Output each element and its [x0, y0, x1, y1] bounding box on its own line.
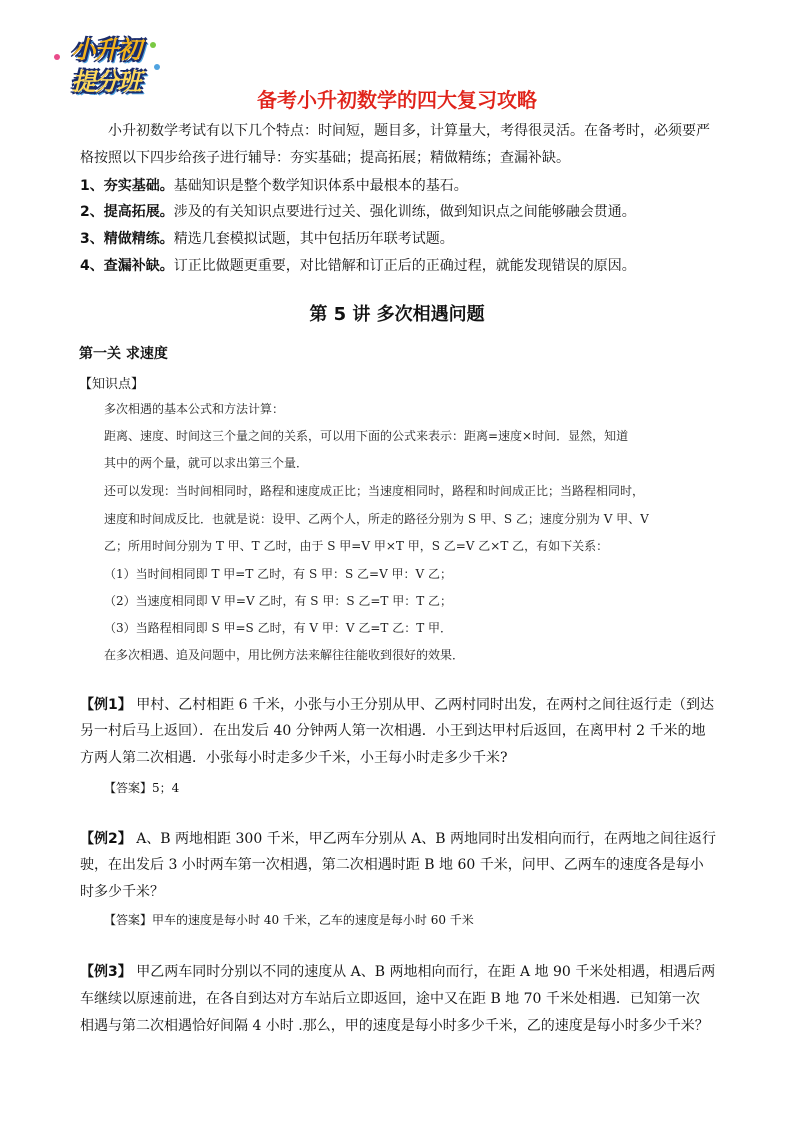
knowledge-point-line: （1）当时间相同即 T 甲=T 乙时，有 S 甲：S 乙=V 甲：V 乙；: [104, 567, 453, 581]
example-tag: 【例2】: [80, 831, 132, 847]
example-3-line-1: [80, 959, 720, 985]
tip-label: 4、查漏补缺。: [80, 258, 174, 274]
tip-text: 基础知识是整个数学知识体系中最根本的基石。: [173, 178, 468, 194]
tip-text: 订正比做题更重要，对比错解和订正后的正确过程，就能发现错误的原因。: [173, 258, 636, 274]
example-1-answer: 【答案】5；4: [104, 781, 180, 795]
tip-label: 3、精做精练。: [80, 231, 174, 247]
example-3-line-3: 相遇与第二次相遇恰好间隔 4 小时 .那么，甲的速度是每小时多少千米，乙的速度是每小时多少千米？: [80, 1018, 709, 1034]
example-tag: 【例1】: [80, 697, 132, 713]
promo-title: 备考小升初数学的四大复习攻略: [257, 88, 537, 112]
example-text: 甲村、乙村相距 6 千米，小张与小王分别从甲、乙两村同时出发，在两村之间往返行走（到达: [131, 697, 715, 713]
example-2-line-3: 时多少千米？: [80, 884, 164, 900]
promo-intro-line-2: 格按照以下四步给孩子进行辅导：夯实基础；提高拓展；精做精练；查漏补缺。: [80, 150, 570, 166]
knowledge-point-line: （3）当路程相同即 S 甲=S 乙时，有 V 甲：V 乙=T 乙：T 甲．: [104, 621, 453, 635]
knowledge-point-line: （2）当速度相同即 V 甲=V 乙时，有 S 甲：S 乙=T 甲：T 乙；: [104, 594, 453, 608]
knowledge-point-line: 在多次相遇、追及问题中，用比例方法来解往往能收到很好的效果．: [104, 648, 465, 662]
tip-text: 涉及的有关知识点要进行过关、强化训练，做到知识点之间能够融会贯通。: [173, 204, 636, 220]
tip-item: [80, 226, 720, 252]
knowledge-point-line: 距离、速度、时间这三个量之间的关系，可以用下面的公式来表示：距离=速度×时间．显然，知道: [104, 429, 629, 443]
example-3-line-2: 车继续以原速前进，在各自到达对方车站后立即返回，途中又在距 B 地 70 千米处相遇．已知第一次: [80, 991, 700, 1007]
tip-item: [80, 253, 720, 279]
example-1-line-2: 另一村后马上返回）．在出发后 40 分钟两人第一次相遇．小王到达甲村后返回，在离甲村 2 千米的地: [80, 723, 706, 739]
promo-intro-line-1: 小升初数学考试有以下几个特点：时间短，题目多，计算量大，考得很灵活。在备考时，必须要严: [108, 123, 710, 139]
section-title: 第一关 求速度: [79, 346, 168, 362]
example-text: 甲乙两车同时分别以不同的速度从 A、B 两地相向而行，在距 A 地 90 千米处相遇，相遇后两: [131, 964, 716, 980]
example-2-line-2: 驶，在出发后 3 小时两车第一次相遇，第二次相遇时距 B 地 60 千米，问甲、乙两车的速度各是每小: [80, 857, 704, 873]
logo-line-2: 提分班: [71, 68, 141, 96]
example-tag: 【例3】: [80, 964, 132, 980]
knowledge-point-line: 乙；所用时间分别为 T 甲、T 乙时，由于 S 甲=V 甲×T 甲，S 乙=V 乙×T 乙，有如下关系：: [104, 539, 609, 553]
tip-item: [80, 199, 720, 225]
knowledge-point-line: 其中的两个量，就可以求出第三个量．: [104, 456, 309, 470]
logo-sparkle-icon: [54, 54, 60, 60]
knowledge-point-line: 速度和时间成反比．也就是说：设甲、乙两个人，所走的路径分别为 S 甲、S 乙；速度分别为 V 甲、V: [104, 512, 649, 526]
knowledge-point-label: 【知识点】: [79, 377, 145, 392]
logo-line-1: 小升初: [71, 36, 141, 64]
logo-sparkle-icon: [150, 42, 156, 48]
example-text: A、B 两地相距 300 千米，甲乙两车分别从 A、B 两地同时出发相向而行，在两地之间往返行: [131, 831, 716, 847]
tip-label: 1、夯实基础。: [80, 178, 174, 194]
tip-item: [80, 173, 720, 199]
lecture-title: 第 5 讲 多次相遇问题: [309, 304, 485, 325]
example-1-line-1: [80, 692, 720, 718]
logo-sparkle-icon: [154, 64, 160, 70]
example-2-line-1: [80, 826, 720, 852]
example-1-line-3: 方两人第二次相遇．小张每小时走多少千米，小王每小时走多少千米?: [80, 750, 508, 766]
tip-label: 2、提高拓展。: [80, 204, 174, 220]
example-2-answer: 【答案】甲车的速度是每小时 40 千米，乙车的速度是每小时 60 千米: [104, 913, 474, 927]
knowledge-point-line: 多次相遇的基本公式和方法计算：: [104, 402, 285, 416]
knowledge-point-line: 还可以发现：当时间相同时，路程和速度成正比；当速度相同时，路程和时间成正比；当路程相同时，: [104, 484, 645, 498]
tip-text: 精选几套模拟试题，其中包括历年联考试题。: [173, 231, 454, 247]
